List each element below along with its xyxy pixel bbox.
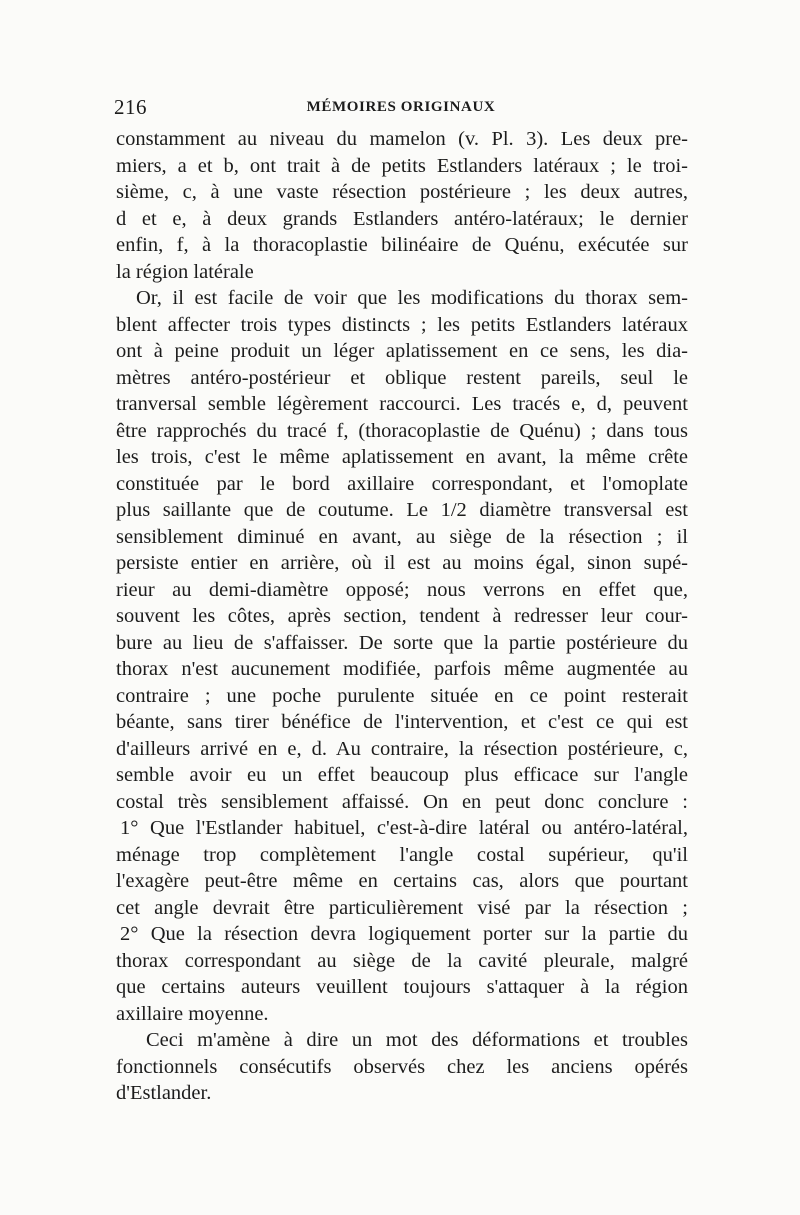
text-line: persiste entier en arrière, où il est au moins égal, sinon supé- bbox=[116, 552, 688, 574]
paragraph-start-line: Ceci m'amène à dire un mot des déformations et troubles bbox=[146, 1029, 688, 1051]
text-line: l'exagère peut-être même en certains cas, alors que pourtant bbox=[116, 870, 688, 892]
text-line: thorax n'est aucunement modifiée, parfois même augmentée au bbox=[116, 658, 688, 680]
text-line: d et e, à deux grands Estlanders antéro-latéraux; le dernier bbox=[116, 207, 688, 230]
text-line: costal très sensiblement affaissé. On en peut donc conclure : bbox=[116, 790, 688, 813]
text-line: rieur au demi-diamètre opposé; nous verrons en effet que, bbox=[116, 578, 688, 601]
text-line: constamment au niveau du mamelon (v. Pl. 3). Les deux pre- bbox=[116, 128, 688, 150]
paragraph-start-line: Or, il est facile de voir que les modifications du thorax sem- bbox=[136, 287, 688, 309]
text-line: être rapprochés du tracé f, (thoracoplastie de Quénu) ; dans tous bbox=[116, 419, 688, 442]
text-line: cet angle devrait être particulièrement visé par la résection ; bbox=[116, 896, 688, 919]
text-line: plus saillante que de coutume. Le 1/2 diamètre transversal est bbox=[116, 499, 688, 521]
text-line: sensiblement diminué en avant, au siège de la résection ; il bbox=[116, 525, 688, 548]
text-line: d'ailleurs arrivé en e, d. Au contraire, la résection postérieure, c, bbox=[116, 737, 688, 760]
text-line: béante, sans tirer bénéfice de l'intervention, et c'est ce qui est bbox=[116, 711, 688, 733]
text-line: ont à peine produit un léger aplatissement en ce sens, les dia- bbox=[116, 340, 688, 362]
body-text bbox=[116, 126, 688, 1107]
text-line: blent affecter trois types distincts ; les petits Estlanders latéraux bbox=[116, 313, 688, 336]
page-number: 216 bbox=[114, 95, 147, 119]
text-line: miers, a et b, ont trait à de petits Estlanders latéraux ; le troi- bbox=[116, 154, 688, 177]
numbered-point-1-line: 1° Que l'Estlander habituel, c'est-à-dire latéral ou antéro-latéral, bbox=[120, 817, 688, 839]
text-line: que certains auteurs veuillent toujours s'attaquer à la région bbox=[116, 976, 688, 998]
text-line: d'Estlander. bbox=[116, 1082, 212, 1104]
text-line: tranversal semble légèrement raccourci. Les tracés e, d, peuvent bbox=[116, 393, 688, 415]
text-line: souvent les côtes, après section, tendent à redresser leur cour- bbox=[116, 605, 688, 627]
text-line: contraire ; une poche purulente située en ce point resterait bbox=[116, 684, 688, 707]
text-line: thorax correspondant au siège de la cavité pleurale, malgré bbox=[116, 949, 688, 972]
running-title: MÉMOIRES ORIGINAUX bbox=[306, 99, 496, 115]
text-line: la région latérale bbox=[116, 260, 254, 283]
text-line: constituée par le bord axillaire correspondant, et l'omoplate bbox=[116, 472, 688, 495]
text-line: semble avoir eu un effet beaucoup plus efficace sur l'angle bbox=[116, 764, 688, 786]
text-line: enfin, f, à la thoracoplastie bilinéaire de Quénu, exécutée sur bbox=[116, 234, 688, 256]
text-line: bure au lieu de s'affaisser. De sorte que la partie postérieure du bbox=[116, 631, 688, 654]
text-line: mètres antéro-postérieur et oblique restent pareils, seul le bbox=[116, 366, 688, 389]
numbered-point-2-line: 2° Que la résection devra logiquement porter sur la partie du bbox=[120, 923, 688, 945]
text-line: les trois, c'est le même aplatissement en avant, la même crête bbox=[116, 446, 688, 468]
text-line: fonctionnels consécutifs observés chez les anciens opérés bbox=[116, 1055, 688, 1078]
text-line: sième, c, à une vaste résection postérieure ; les deux autres, bbox=[116, 181, 688, 203]
text-line: axillaire moyenne. bbox=[116, 1002, 269, 1025]
page-header bbox=[114, 95, 688, 121]
text-line: ménage trop complètement l'angle costal supérieur, qu'il bbox=[116, 843, 688, 866]
